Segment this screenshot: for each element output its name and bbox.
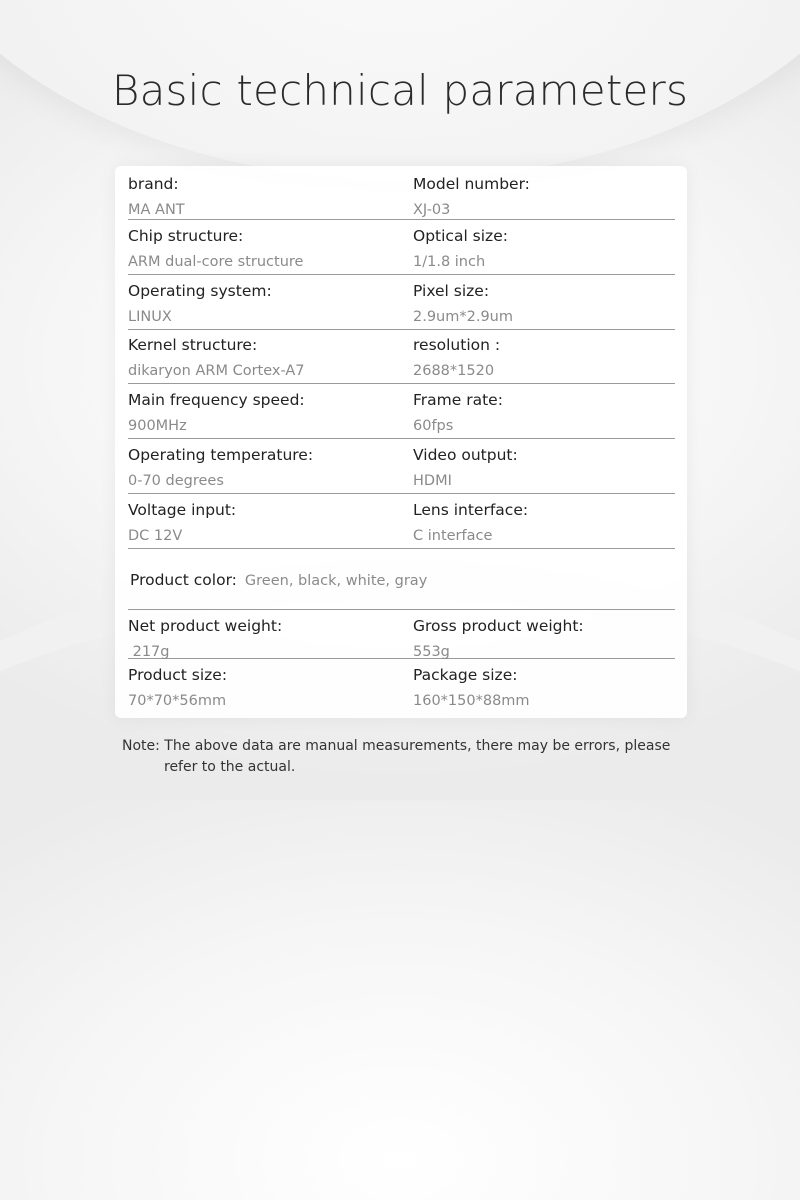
param-label: Chip structure: [128,227,244,245]
product-color-label: Product color: [130,571,237,589]
param-row-brand [128,174,675,220]
param-label: Video output: [413,446,518,464]
param-value: 217g [128,644,170,660]
param-label: Optical size: [413,227,508,245]
param-value: 60fps [413,418,454,434]
param-value: LINUX [128,309,172,325]
param-value: DC 12V [128,528,183,544]
product-color-value: Green, black, white, gray [244,573,428,589]
footnote-line-2: refer to the actual. [164,759,296,775]
param-row-frequency [128,390,675,439]
param-label: Lens interface: [413,501,529,519]
param-label: Model number: [413,175,530,193]
param-value: ARM dual-core structure [128,254,304,270]
param-label: Voltage input: [128,501,237,519]
param-value: 0-70 degrees [128,473,224,489]
param-label: Frame rate: [413,391,503,409]
param-row-temperature [128,445,675,494]
param-label: Kernel structure: [128,336,258,354]
param-row-os [128,281,675,330]
param-label: Package size: [413,666,518,684]
param-label: Pixel size: [413,282,490,300]
param-row-voltage [128,500,675,549]
param-value: 160*150*88mm [413,693,530,709]
param-label: Net product weight: [128,617,283,635]
footnote [122,736,702,778]
param-row-size [128,665,675,711]
param-label: brand: [128,175,179,193]
footnote-line-1: Note: The above data are manual measurements, there may be errors, please [122,738,671,754]
product-color-row [130,570,675,591]
param-value: 2.9um*2.9um [413,309,513,325]
param-row-kernel [128,335,675,384]
param-value: C interface [413,528,493,544]
param-value: HDMI [413,473,452,489]
param-label: Gross product weight: [413,617,584,635]
parameters-card [115,166,687,718]
param-label: Operating system: [128,282,272,300]
param-label: resolution : [413,336,501,354]
param-label: Operating temperature: [128,446,314,464]
param-value: 553g [413,644,450,660]
page-title: Basic technical parameters [111,66,689,115]
param-row-chip [128,226,675,275]
param-value: 1/1.8 inch [413,254,486,270]
param-value: XJ-03 [413,202,451,218]
param-row-weight [128,609,675,659]
param-label: Main frequency speed: [128,391,305,409]
param-value: 900MHz [128,418,187,434]
param-value: MA ANT [128,202,185,218]
param-value: dikaryon ARM Cortex-A7 [128,363,305,379]
param-value: 70*70*56mm [128,693,227,709]
param-value: 2688*1520 [413,363,495,379]
param-label: Product size: [128,666,228,684]
